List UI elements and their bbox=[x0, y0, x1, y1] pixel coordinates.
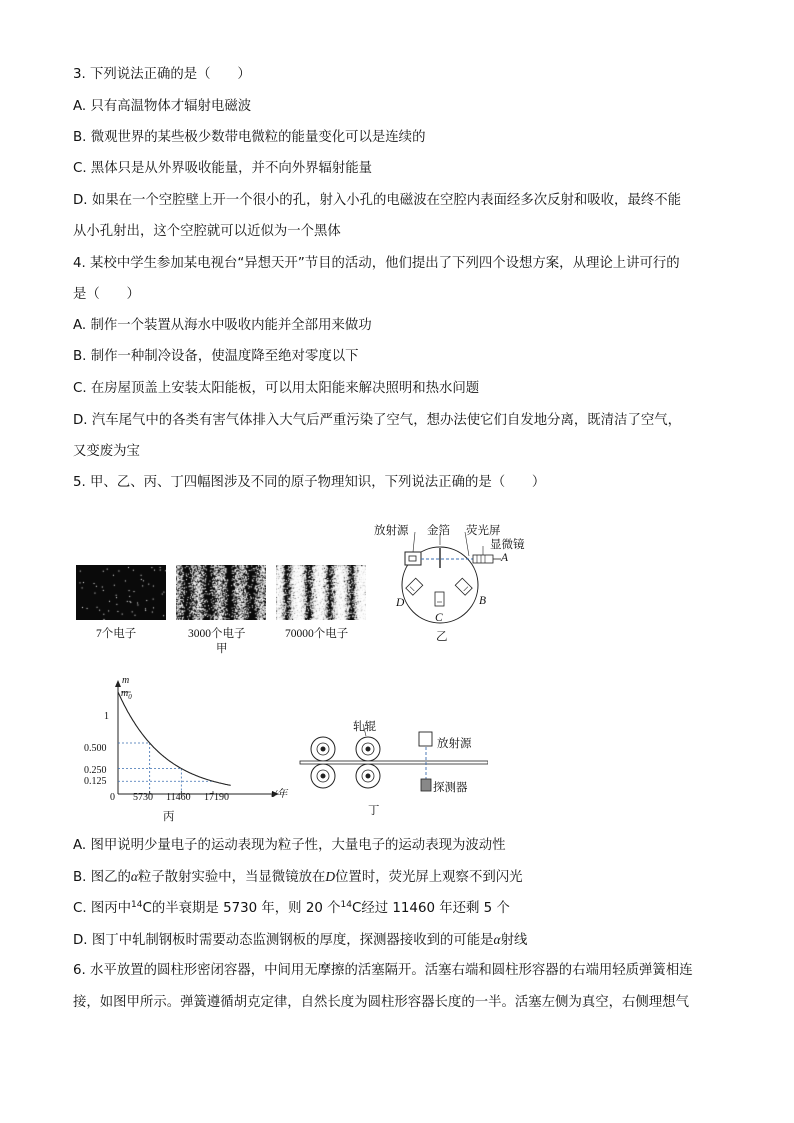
q4-stem-line1: 4. 某校中学生参加某电视台“异想天开”节目的活动，他们提出了下列四个设想方案，从理论上讲可行的 bbox=[73, 256, 680, 271]
decay-curve bbox=[118, 692, 231, 785]
label-d: D bbox=[396, 597, 405, 609]
q6-line1: 6. 水平放置的圆柱形密闭容器，中间用无摩擦的活塞隔开。活塞右端和圆柱形容器的右端用轻质弹簧相连 bbox=[73, 963, 693, 978]
label-radiation-source: 放射源 bbox=[437, 738, 472, 750]
y-tick-0-250: 0.250 bbox=[84, 765, 107, 776]
q4-option-c: C. 在房屋顶盖上安装太阳能板，可以用太阳能来解决照明和热水问题 bbox=[73, 381, 480, 396]
microscope-a bbox=[473, 555, 493, 563]
q3-stem: 3. 下列说法正确的是（ ） bbox=[73, 67, 251, 82]
detector-box bbox=[421, 779, 431, 791]
q4-option-d-line1: D. 汽车尾气中的各类有害气体排入大气后严重污染了空气，想办法使它们自发地分离，既清洁了空气， bbox=[73, 413, 682, 428]
y-label-denominator: $m_0$ bbox=[121, 688, 132, 701]
q4-option-b: B. 制作一种制冷设备，使温度降至绝对零度以下 bbox=[73, 349, 359, 364]
x-axis-label: t/年 bbox=[271, 789, 288, 800]
q4-stem-line2: 是（ ） bbox=[73, 287, 140, 302]
label-c: C bbox=[435, 612, 443, 624]
microscope-b bbox=[455, 578, 472, 595]
roller-bottom-left bbox=[311, 764, 335, 788]
microscope-d bbox=[406, 578, 423, 595]
y-label-numerator: m bbox=[122, 675, 130, 686]
label-gold-foil: 金箔 bbox=[427, 525, 450, 537]
radioactive-source-box bbox=[405, 552, 421, 565]
q5-option-d: D. 图丁中轧制钢板时需要动态监测钢板的厚度，探测器接收到的可能是α射线 bbox=[73, 932, 528, 948]
figure-ding-label: 丁 bbox=[368, 805, 380, 817]
figure-yi-label: 乙 bbox=[436, 631, 448, 643]
label-microscope: 显微镜 bbox=[490, 539, 525, 551]
q5-option-c: C. 图丙中$^{14}$C的半衰期是 5730 年，则 20 个$^{14}$C经过 11460 年还剩 5 个 bbox=[73, 900, 510, 916]
figure-bing-label: 丙 bbox=[163, 811, 175, 823]
figure-jia-label: 甲 bbox=[216, 643, 228, 655]
radiation-source-box bbox=[419, 732, 432, 746]
y-axis-arrow bbox=[115, 680, 121, 687]
caption-70000-electrons: 70000个电子 bbox=[285, 628, 349, 640]
caption-3000-electrons: 3000个电子 bbox=[188, 628, 246, 640]
q4-option-a: A. 制作一个装置从海水中吸收内能并全部用来做功 bbox=[73, 318, 372, 333]
x-origin-label: 0 bbox=[110, 792, 115, 803]
q5-option-b: B. 图乙的α粒子散射实验中，当显微镜放在D位置时，荧光屏上观察不到闪光 bbox=[73, 869, 523, 885]
q4-option-d-line2: 又变废为宝 bbox=[73, 444, 140, 459]
q6-line2: 接，如图甲所示。弹簧遵循胡克定律，自然长度为圆柱形容器长度的一半。活塞左侧为真空，右侧理想气 bbox=[73, 995, 689, 1010]
q3-option-c: C. 黑体只是从外界吸收能量，并不向外界辐射能量 bbox=[73, 161, 373, 176]
x-tick-5730: 5730 bbox=[133, 792, 153, 803]
roller-top-right bbox=[356, 737, 380, 761]
x-tick-17190: 17190 bbox=[204, 792, 229, 803]
label-fluorescent-screen: 荧光屏 bbox=[466, 525, 501, 537]
roller-top-left bbox=[311, 737, 335, 761]
q3-option-d-line1: D. 如果在一个空腔壁上开一个很小的孔，射入小孔的电磁波在空腔内表面经多次反射和吸收，最终不能 bbox=[73, 193, 682, 208]
label-b: B bbox=[479, 595, 487, 607]
q5-stem: 5. 甲、乙、丙、丁四幅图涉及不同的原子物理知识，下列说法正确的是（ ） bbox=[73, 475, 546, 490]
roller-bottom-right bbox=[356, 764, 380, 788]
electron-pattern-70000 bbox=[276, 565, 366, 620]
x-tick-11460: 11460 bbox=[166, 792, 191, 803]
y-tick-0-125: 0.125 bbox=[84, 776, 107, 787]
microscope-c bbox=[435, 592, 444, 606]
caption-7-electrons: 7个电子 bbox=[96, 628, 137, 640]
q3-option-a: A. 只有高温物体才辐射电磁波 bbox=[73, 99, 252, 114]
q3-option-d-line2: 从小孔射出，这个空腔就可以近似为一个黑体 bbox=[73, 224, 341, 239]
label-roller: 轧辊 bbox=[353, 721, 376, 733]
electron-pattern-3000 bbox=[176, 565, 266, 620]
steel-plate bbox=[300, 761, 488, 764]
electron-pattern-7 bbox=[76, 565, 166, 620]
q3-option-b: B. 微观世界的某些极少数带电微粒的能量变化可以是连续的 bbox=[73, 130, 426, 145]
y-tick-0-500: 0.500 bbox=[84, 743, 107, 754]
q5-option-a: A. 图甲说明少量电子的运动表现为粒子性，大量电子的运动表现为波动性 bbox=[73, 838, 506, 853]
label-detector: 探测器 bbox=[433, 782, 468, 794]
label-a: A bbox=[501, 552, 509, 564]
y-tick-1: 1 bbox=[104, 711, 109, 722]
label-radioactive-source: 放射源 bbox=[374, 525, 409, 537]
